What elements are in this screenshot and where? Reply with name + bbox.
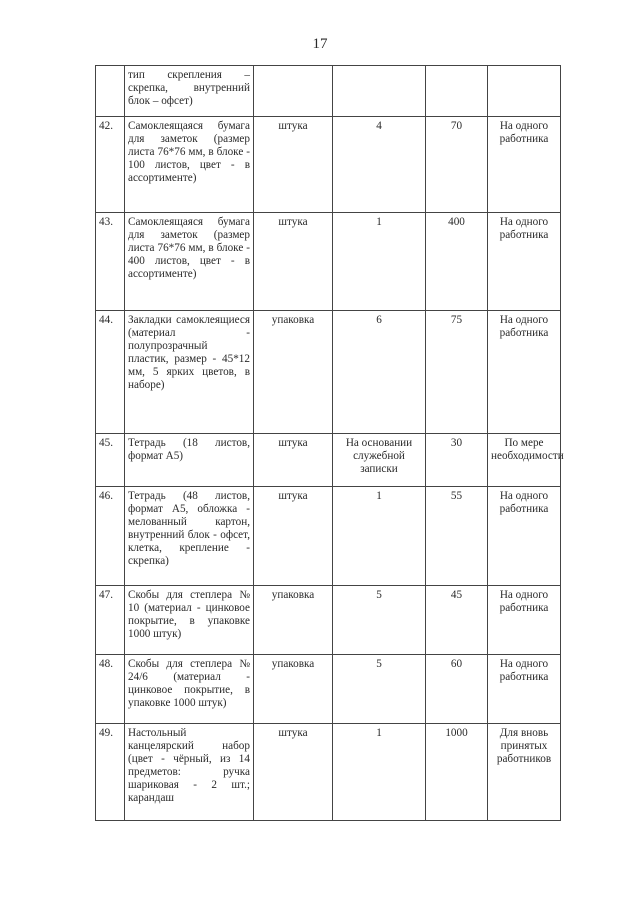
cell-unit: упаковка — [254, 655, 333, 724]
cell-name: Самоклеящаяся бумага для заметок (размер листа 76*76 мм, в блоке - 100 листов, цвет - в ассортименте) — [125, 117, 254, 213]
table-row — [96, 66, 561, 117]
cell-price — [426, 66, 488, 117]
cell-number: 49. — [96, 724, 125, 821]
table-row — [96, 586, 561, 655]
cell-unit: штука — [254, 487, 333, 586]
table-row — [96, 213, 561, 311]
cell-quantity: 6 — [333, 311, 426, 434]
cell-name: Тетрадь (18 листов, формат А5) — [125, 434, 254, 487]
cell-unit — [254, 66, 333, 117]
cell-quantity: 4 — [333, 117, 426, 213]
supplies-table — [95, 65, 564, 821]
cell-name: Скобы для степлера № 24/6 (материал - цинковое покрытие, в упаковке 1000 штук) — [125, 655, 254, 724]
cell-quantity: 1 — [333, 213, 426, 311]
cell-number: 42. — [96, 117, 125, 213]
cell-price: 30 — [426, 434, 488, 487]
cell-quantity: На основании служебной записки — [333, 434, 426, 487]
cell-number: 44. — [96, 311, 125, 434]
cell-note: На одного работника — [488, 655, 561, 724]
cell-number — [96, 66, 125, 117]
table-row — [96, 724, 561, 821]
cell-number: 43. — [96, 213, 125, 311]
cell-note: На одного работника — [488, 311, 561, 434]
cell-quantity: 5 — [333, 586, 426, 655]
cell-number: 46. — [96, 487, 125, 586]
table-row — [96, 434, 561, 487]
cell-quantity: 5 — [333, 655, 426, 724]
cell-note: На одного работника — [488, 213, 561, 311]
cell-quantity: 1 — [333, 487, 426, 586]
cell-price: 45 — [426, 586, 488, 655]
cell-price: 60 — [426, 655, 488, 724]
cell-name: Закладки самоклеящиеся (материал - полупрозрачный пластик, размер - 45*12 мм, 5 ярких цветов, в наборе) — [125, 311, 254, 434]
cell-number: 48. — [96, 655, 125, 724]
cell-note: На одного работника — [488, 117, 561, 213]
cell-name: Самоклеящаяся бумага для заметок (размер листа 76*76 мм, в блоке - 400 листов, цвет - в ассортименте) — [125, 213, 254, 311]
cell-unit: штука — [254, 117, 333, 213]
cell-name: тип скрепления – скрепка, внутренний блок – офсет) — [125, 66, 254, 117]
cell-note: По мере необходимости — [488, 434, 561, 487]
cell-number: 45. — [96, 434, 125, 487]
cell-price: 55 — [426, 487, 488, 586]
cell-name: Настольный канцелярский набор (цвет - чёрный, из 14 предметов: ручка шариковая - 2 шт.; карандаш — [125, 724, 254, 821]
cell-price: 70 — [426, 117, 488, 213]
cell-note — [488, 66, 561, 117]
cell-note: Для вновь принятых работников — [488, 724, 561, 821]
cell-price: 1000 — [426, 724, 488, 821]
cell-name: Тетрадь (48 листов, формат А5, обложка - мелованный картон, внутренний блок - офсет, клетка, крепление - скрепка) — [125, 487, 254, 586]
cell-unit: штука — [254, 724, 333, 821]
cell-price: 400 — [426, 213, 488, 311]
table-row — [96, 311, 561, 434]
page-number: 17 — [312, 36, 328, 52]
cell-unit: штука — [254, 213, 333, 311]
cell-unit: штука — [254, 434, 333, 487]
cell-note: На одного работника — [488, 487, 561, 586]
cell-number: 47. — [96, 586, 125, 655]
table-row — [96, 655, 561, 724]
table-row — [96, 117, 561, 213]
cell-price: 75 — [426, 311, 488, 434]
cell-unit: упаковка — [254, 586, 333, 655]
table-row — [96, 487, 561, 586]
cell-note: На одного работника — [488, 586, 561, 655]
cell-name: Скобы для степлера № 10 (материал - цинковое покрытие, в упаковке 1000 штук) — [125, 586, 254, 655]
cell-unit: упаковка — [254, 311, 333, 434]
cell-quantity: 1 — [333, 724, 426, 821]
cell-quantity — [333, 66, 426, 117]
